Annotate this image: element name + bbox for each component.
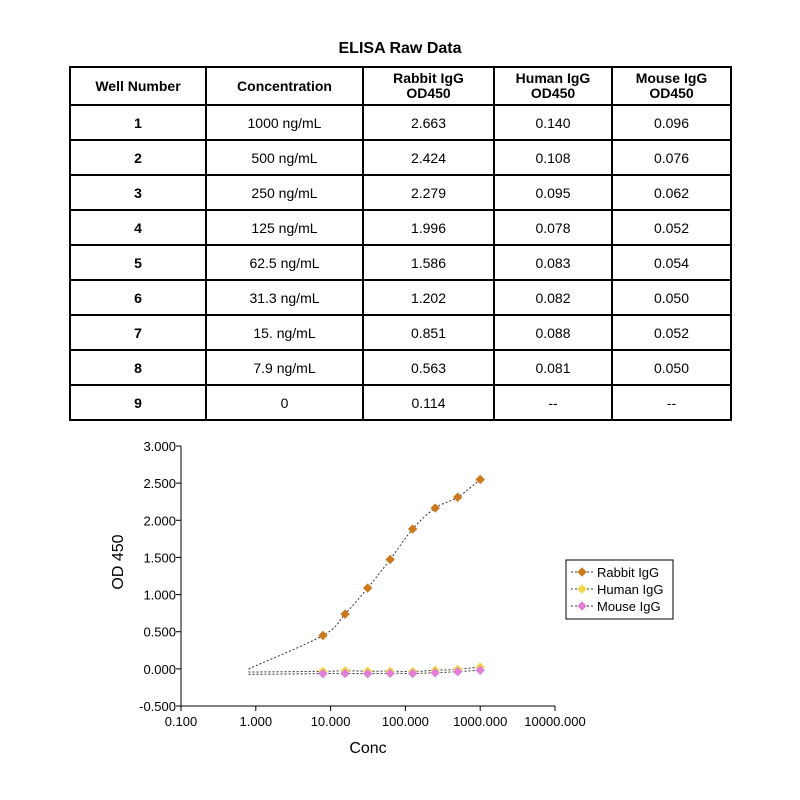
mouse-od-cell: 0.096: [612, 105, 731, 140]
rabbit-od-cell: 1.586: [363, 245, 494, 280]
x-tick-label: 1.000: [239, 714, 273, 729]
data-point-rabbit-igg: [364, 584, 372, 592]
table-row: [70, 245, 731, 280]
well-number-cell: 9: [70, 385, 206, 420]
mouse-od-cell: 0.050: [612, 350, 731, 385]
y-tick-label: 1.500: [143, 550, 176, 566]
concentration-cell: 62.5 ng/mL: [206, 245, 363, 280]
rabbit-od-cell: 1.202: [363, 280, 494, 315]
y-tick-label: 1.000: [143, 587, 176, 603]
chart-trend-lines: [249, 480, 481, 675]
table-title: ELISA Raw Data: [338, 40, 462, 57]
human-od-cell: 0.088: [494, 315, 612, 350]
concentration-cell: 0: [206, 385, 363, 420]
data-point-rabbit-igg: [431, 504, 439, 512]
header-rabbit-igg: Rabbit IgG OD450: [363, 67, 494, 105]
table-row: [70, 350, 731, 385]
legend-label: Mouse IgG: [597, 599, 661, 614]
human-od-cell: 0.083: [494, 245, 612, 280]
mouse-od-cell: 0.052: [612, 315, 731, 350]
mouse-od-cell: 0.054: [612, 245, 731, 280]
y-tick-label: 0.000: [143, 661, 176, 677]
rabbit-od-cell: 0.851: [363, 315, 494, 350]
rabbit-od-cell: 0.114: [363, 385, 494, 420]
table-row: [70, 210, 731, 245]
well-number-cell: 7: [70, 315, 206, 350]
table-row: [70, 280, 731, 315]
rabbit-od-cell: 2.663: [363, 105, 494, 140]
x-tick-label: 10.000: [310, 714, 351, 729]
od450-vs-concentration-chart: [0, 420, 800, 790]
legend-label: Human IgG: [597, 582, 664, 597]
rabbit-od-cell: 1.996: [363, 210, 494, 245]
human-od-cell: 0.108: [494, 140, 612, 175]
elisa-raw-data-table: [69, 66, 732, 421]
table-row: [70, 105, 731, 140]
concentration-cell: 500 ng/mL: [206, 140, 363, 175]
concentration-cell: 7.9 ng/mL: [206, 350, 363, 385]
concentration-cell: 125 ng/mL: [206, 210, 363, 245]
header-mouse-igg: Mouse IgG OD450: [612, 67, 731, 105]
well-number-cell: 3: [70, 175, 206, 210]
data-point-rabbit-igg: [454, 493, 462, 501]
x-tick-label: 100.000: [381, 714, 429, 729]
table-row: [70, 315, 731, 350]
header-well-number: Well Number: [70, 67, 206, 105]
rabbit-od-cell: 0.563: [363, 350, 494, 385]
human-od-cell: --: [494, 385, 612, 420]
concentration-cell: 1000 ng/mL: [206, 105, 363, 140]
mouse-od-cell: 0.062: [612, 175, 731, 210]
well-number-cell: 4: [70, 210, 206, 245]
well-number-cell: 8: [70, 350, 206, 385]
y-tick-label: 2.500: [143, 476, 176, 492]
table-row: [70, 175, 731, 210]
chart-legend: [566, 560, 673, 619]
well-number-cell: 6: [70, 280, 206, 315]
y-tick-label: 2.000: [143, 513, 176, 529]
human-od-cell: 0.078: [494, 210, 612, 245]
human-od-cell: 0.082: [494, 280, 612, 315]
chart-data-points: [319, 476, 484, 678]
header-concentration: Concentration: [206, 67, 363, 105]
mouse-od-cell: 0.076: [612, 140, 731, 175]
x-axis-label: Conc: [349, 740, 387, 757]
x-tick-label: 0.100: [164, 714, 198, 729]
rabbit-od-cell: 2.279: [363, 175, 494, 210]
concentration-cell: 250 ng/mL: [206, 175, 363, 210]
data-point-rabbit-igg: [319, 632, 327, 640]
x-tick-label: 10000.000: [524, 714, 586, 729]
y-axis-label: OD 450: [110, 534, 127, 590]
concentration-cell: 15. ng/mL: [206, 315, 363, 350]
x-tick-label: 1000.000: [453, 714, 508, 729]
mouse-od-cell: 0.050: [612, 280, 731, 315]
table-header-row: [70, 67, 731, 105]
well-number-cell: 1: [70, 105, 206, 140]
rabbit-od-cell: 2.424: [363, 140, 494, 175]
trend-line-rabbit-igg: [249, 480, 481, 669]
table-row: [70, 140, 731, 175]
mouse-od-cell: --: [612, 385, 731, 420]
human-od-cell: 0.081: [494, 350, 612, 385]
human-od-cell: 0.140: [494, 105, 612, 140]
table-row: [70, 385, 731, 420]
header-human-igg: Human IgG OD450: [494, 67, 612, 105]
legend-label: Rabbit IgG: [597, 565, 660, 580]
y-tick-label: 3.000: [143, 439, 176, 454]
well-number-cell: 5: [70, 245, 206, 280]
concentration-cell: 31.3 ng/mL: [206, 280, 363, 315]
y-tick-label: -0.500: [139, 699, 176, 714]
y-tick-label: 0.500: [143, 624, 176, 640]
data-point-rabbit-igg: [386, 556, 394, 564]
chart-axes: [139, 439, 586, 729]
well-number-cell: 2: [70, 140, 206, 175]
human-od-cell: 0.095: [494, 175, 612, 210]
mouse-od-cell: 0.052: [612, 210, 731, 245]
